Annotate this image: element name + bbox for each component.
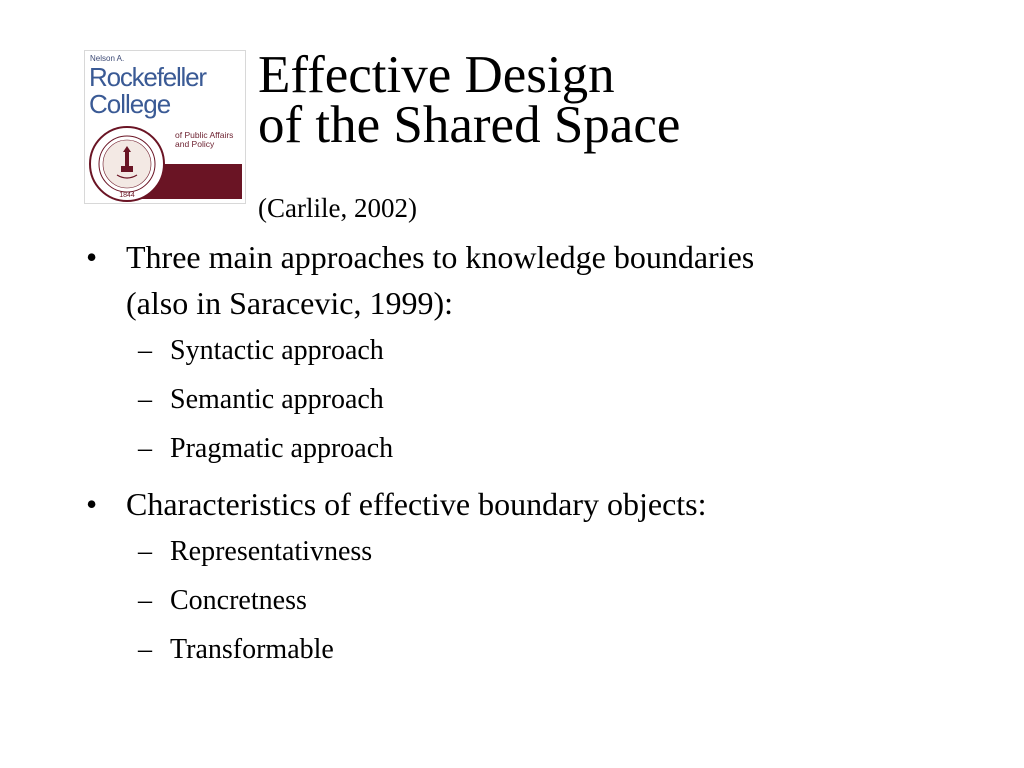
sub-bullet-text: Concretness [170, 585, 307, 616]
bullet-item [86, 481, 986, 527]
logo-small-text: Nelson A. [90, 54, 125, 63]
slide-title-line-1: Effective Design [258, 46, 615, 104]
university-seal-icon [88, 125, 166, 203]
sub-bullet-item [86, 424, 986, 473]
sub-bullet-item [86, 576, 986, 625]
sub-bullet-text: Pragmatic approach [170, 433, 394, 464]
logo-subtitle: of Public Affairs and Policy [175, 130, 234, 150]
seal-year-text: 1844 [119, 192, 135, 199]
slide-body [86, 234, 986, 674]
sub-bullet-item [86, 326, 986, 375]
bullet-text-continuation: (also in Saracevic, 1999): [126, 285, 453, 321]
logo-rockefeller-text: Rockefeller [89, 62, 206, 92]
sub-bullet-text: Transformable [170, 634, 334, 665]
slide-title [258, 46, 681, 154]
sub-bullet-marker: – [138, 384, 152, 415]
logo-college-text: College [89, 89, 171, 119]
sub-bullet-item [86, 527, 986, 576]
sub-bullet-marker: – [138, 634, 152, 665]
bullet-marker: • [86, 486, 98, 522]
sub-bullet-marker: – [138, 536, 152, 567]
sub-bullet-text: Syntactic approach [170, 335, 384, 366]
sub-bullet-marker: – [138, 585, 152, 616]
rockefeller-college-logo [84, 50, 246, 204]
bullet-text: Three main approaches to knowledge boundaries [126, 239, 755, 275]
sub-bullet-marker: – [138, 433, 152, 464]
slide-citation: (Carlile, 2002) [258, 193, 417, 223]
sub-bullet-text: Representativness [170, 536, 373, 567]
sub-bullet-item [86, 625, 986, 674]
bullet-text: Characteristics of effective boundary objects: [126, 486, 707, 522]
sub-bullet-marker: – [138, 335, 152, 366]
sub-bullet-item [86, 375, 986, 424]
bullet-item [86, 234, 986, 326]
bullet-marker: • [86, 239, 98, 275]
slide-title-line-2: of the Shared Space [258, 96, 681, 154]
sub-bullet-text: Semantic approach [170, 384, 384, 415]
